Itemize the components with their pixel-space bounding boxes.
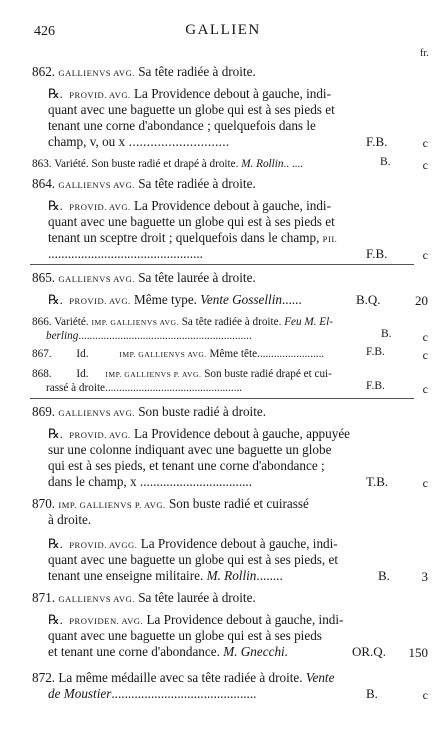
value: 3 (421, 569, 428, 584)
entry-number: 871. (32, 590, 56, 605)
entry-872 (32, 670, 334, 686)
value: c (422, 248, 428, 262)
leader-dots: .. .... (283, 158, 304, 170)
leader-dots: ................................................. (105, 382, 243, 394)
reverse-legend: PROVID. AVG. (69, 296, 131, 306)
reverse-text-line: La Providence debout à gauche, appuyée (133, 426, 351, 441)
reverse-text-line: La Providence debout à gauche, indi- (133, 86, 331, 101)
running-title: GALLIEN (185, 22, 261, 38)
entry-865-reverse (48, 292, 302, 309)
source: de Moustier (48, 686, 112, 701)
rarity: B.Q. (356, 292, 381, 307)
reverse-legend: PROVID. AVG. (69, 90, 131, 100)
leader-dots: ............................................... (48, 246, 203, 261)
leader-dots: ........ (256, 568, 283, 583)
separator-rule (30, 264, 414, 265)
reverse-text-line (48, 644, 288, 660)
reverse-text-line: quant avec une baguette un globe qui est à ses pieds et (48, 102, 335, 117)
reverse-symbol: ℞. (48, 292, 63, 307)
value: c (422, 136, 428, 150)
entry-870-obverse (32, 496, 309, 513)
rarity: F.B. (366, 246, 388, 261)
entry-862-obverse (32, 64, 256, 81)
rarity: T.B. (366, 474, 389, 489)
entry-number: 869. (32, 404, 56, 419)
reverse-text-span: dans le champ, x (48, 474, 137, 489)
entry-label: Variété. (54, 316, 89, 328)
obverse-legend: IMP. GALLIENVS P. AVG. (105, 370, 202, 379)
reverse-symbol: ℞. (48, 86, 63, 101)
source: M. Rollin (206, 568, 257, 583)
currency-header: fr. (420, 48, 429, 59)
field-mark: PII. (322, 234, 338, 244)
value: c (422, 348, 428, 362)
reverse-text-span: tenant un sceptre droit ; quelquefois dans le champ, (48, 230, 320, 245)
obverse-description-cont: à droite. (48, 512, 92, 527)
entry-867 (32, 346, 324, 363)
entry-865-obverse (32, 270, 256, 287)
entry-description: rassé à droite (46, 382, 106, 394)
entry-871-obverse (32, 590, 256, 607)
obverse-description: Son buste radié à droite. (138, 404, 267, 419)
obverse-legend: GALLIENVS AVG. (58, 68, 135, 78)
reverse-text-line (48, 230, 337, 247)
reverse-text-line: La Providence debout à gauche, indi- (140, 536, 338, 551)
obverse-legend: GALLIENVS AVG. (58, 274, 135, 284)
rarity: B. (380, 156, 391, 168)
reverse-text-span: champ, v, ou x (48, 134, 126, 149)
reverse-symbol: ℞. (48, 536, 63, 551)
entry-872-cont (48, 686, 256, 702)
entry-description: La même médaille avec sa tête radiée à droite. (58, 670, 303, 685)
entry-866-cont (46, 328, 252, 344)
entry-number: 870. (32, 496, 56, 511)
rarity: F.B. (366, 346, 385, 358)
leader-dots: .................................. (136, 474, 253, 489)
rarity: F.B. (366, 380, 385, 392)
entry-864-reverse (48, 198, 331, 215)
entry-869-reverse (48, 426, 350, 443)
reverse-text-line: La Providence debout à gauche, indi- (133, 198, 331, 213)
reverse-text-span: tenant une enseigne militaire. (48, 568, 204, 583)
entry-label: Id. (76, 368, 89, 380)
value: c (422, 476, 428, 490)
reverse-legend: PROVID. AVGG. (69, 540, 138, 550)
entry-number: 865. (32, 270, 56, 285)
reverse-text-line: quant avec une baguette un globe qui est à ses pieds et (48, 214, 335, 229)
entry-label: Id. (76, 348, 89, 360)
reverse-text-line: La Providence debout à gauche, indi- (146, 612, 344, 627)
reverse-symbol: ℞. (48, 426, 63, 441)
rarity: F.B. (366, 134, 388, 149)
obverse-description: Sa tête laurée à droite. (138, 590, 256, 605)
source: M. Rollin (241, 158, 284, 170)
reverse-text-line (48, 474, 252, 490)
source: Feu M. El- (284, 316, 333, 328)
reverse-text-line: sur une colonne indiquant avec une baguette un globe (48, 442, 332, 457)
entry-863 (32, 156, 303, 172)
entry-number: 863. (32, 158, 52, 170)
rarity: B. (366, 686, 378, 701)
entry-862-reverse (48, 86, 331, 103)
value: c (422, 688, 428, 702)
value: c (422, 158, 428, 172)
obverse-legend: GALLIENVS AVG. (58, 408, 135, 418)
page-number: 426 (34, 24, 55, 39)
leader-dots: ........................ (257, 348, 325, 360)
reverse-text-line (48, 568, 283, 584)
reverse-text-line: qui est à ses pieds, et tenant une corne d'abondance ; (48, 458, 325, 473)
obverse-legend: IMP. GALLIENVS P. AVG. (58, 500, 166, 510)
separator-rule (30, 398, 414, 399)
entry-869-obverse (32, 404, 266, 421)
obverse-description: Son buste radié et cuirassé (168, 496, 309, 511)
entry-description: Sa tête radiée à droite. (181, 316, 282, 328)
source: M. Gnecchi. (223, 644, 289, 659)
source: berling (46, 330, 79, 342)
value: 150 (408, 645, 428, 660)
reverse-symbol: ℞. (48, 198, 63, 213)
reverse-text-line: tenant une corne d'abondance ; quelquefois dans le (48, 118, 316, 133)
entry-number: 864. (32, 176, 56, 191)
value: c (422, 382, 428, 396)
source: Vente (305, 670, 335, 685)
entry-870-reverse (48, 536, 338, 553)
rarity: B. (378, 568, 390, 583)
rarity: OR.Q. (352, 644, 386, 659)
leader-dots: ............................................ (111, 686, 257, 701)
reverse-legend: PROVID. AVG. (69, 202, 131, 212)
entry-number: 872. (32, 670, 56, 685)
obverse-description: Sa tête laurée à droite. (138, 270, 256, 285)
leader-dots: .............................................................. (78, 330, 252, 342)
obverse-description: Sa tête radiée à droite. (138, 176, 256, 191)
obverse-legend: GALLIENVS AVG. (58, 594, 135, 604)
value: c (422, 330, 428, 344)
obverse-description: Sa tête radiée à droite. (138, 64, 256, 79)
entry-number: 867. (32, 348, 52, 360)
reverse-text-line: quant avec une baguette un globe qui est à ses pieds (48, 628, 322, 643)
obverse-legend: IMP. GALLIENVS AVG. (119, 350, 207, 359)
rarity: B. (381, 328, 392, 340)
value: 20 (415, 293, 428, 308)
entry-number: 866. (32, 316, 52, 328)
obverse-legend: GALLIENVS AVG. (58, 180, 135, 190)
reverse-text-line (48, 134, 229, 150)
reverse-legend: PROVID. AVG. (69, 430, 131, 440)
source: Vente Gossellin (200, 292, 282, 307)
entry-871-reverse (48, 612, 343, 629)
leader-dots: ............................ (125, 134, 230, 149)
entry-description: Son buste radié drapé et cui- (204, 368, 332, 380)
entry-864-obverse (32, 176, 256, 193)
reverse-text-span: et tenant une corne d'abondance. (48, 644, 220, 659)
entry-number: 862. (32, 64, 56, 79)
reverse-symbol: ℞. (48, 612, 63, 627)
leader-dots: ...... (281, 292, 302, 307)
entry-label: Variété. (54, 158, 89, 170)
reverse-text-line: quant avec une baguette un globe qui est à ses pieds, et (48, 552, 339, 567)
reverse-description: Même type. (133, 292, 197, 307)
obverse-legend: IMP. GALLIENVS AVG. (91, 318, 179, 327)
entry-description: Même tête (209, 348, 258, 360)
entry-868-cont (46, 380, 242, 396)
entry-description: Son buste radié et drapé à droite. (91, 158, 239, 170)
reverse-legend: PROVIDEN. AVG. (69, 616, 144, 626)
entry-number: 868. (32, 368, 52, 380)
